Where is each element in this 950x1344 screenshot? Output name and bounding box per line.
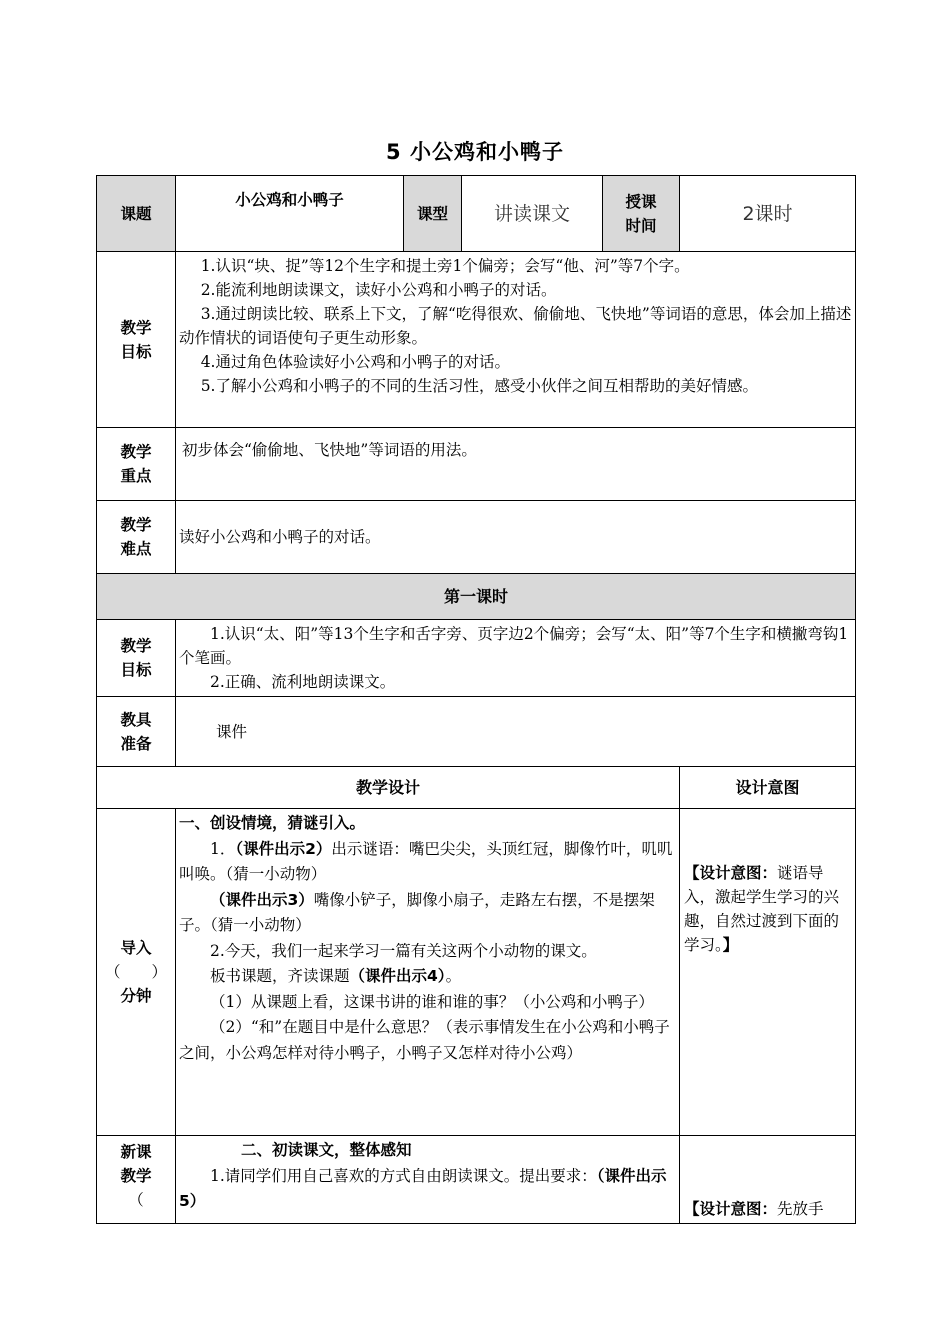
page-title: 5 小公鸡和小鸭子 [386,140,564,164]
newlesson-content [176,1136,680,1224]
key-points-row [97,428,856,501]
objective-3: 3.通过朗读比较、联系上下文，了解“吃得很欢、偷偷地、飞快地”等词语的意思，体会加上描述动作情状的词语使句子更生动形象。 [179,305,852,347]
design-header-row [97,767,856,809]
objectives-label: 教学 目标 [97,252,176,428]
lesson1-title: 第一课时 [97,574,856,620]
intro-label: 导入 （ ） 分钟 [97,809,176,1136]
intent-header: 设计意图 [680,767,856,809]
tools-row [97,697,856,767]
difficulties-row [97,501,856,574]
lesson1-objective-1: 1.认识“太、阳”等13个生字和舌字旁、页字边2个偏旁；会写“太、阳”等7个生字和横撇弯钩1个笔画。 [179,625,849,667]
newlesson-row [97,1136,856,1224]
intro-p6: （2）“和”在题目中是什么意思？（表示事情发生在小公鸡和小鸭子之间，小公鸡怎样对待小鸭子，小鸭子又怎样对待小公鸡） [179,1018,670,1062]
lesson-plan-table [96,175,856,1224]
intro-row [97,809,856,1136]
intro-p1: 1．（课件出示2）出示谜语：嘴巴尖尖，头顶红冠，脚像竹叶，叽叽叫唤。（猜一小动物） [179,839,673,883]
tools-content: 课件 [176,697,856,767]
newlesson-label: 新课 教学 （ [97,1136,176,1224]
time-value: 2课时 [680,176,856,252]
lesson1-objectives-label: 教学 目标 [97,620,176,697]
time-label: 授课 时间 [603,176,680,252]
difficulties-label: 教学 难点 [97,501,176,574]
header-row [97,176,856,252]
objective-1: 1.认识“块、捉”等12个生字和提土旁1个偏旁；会写“他、河”等7个字。 [200,257,690,275]
design-header: 教学设计 [97,767,680,809]
key-points-label: 教学 重点 [97,428,176,501]
intro-p3: 2.今天，我们一起来学习一篇有关这两个小动物的课文。 [210,941,597,960]
objective-5: 5.了解小公鸡和小鸭子的不同的生活习性，感受小伙伴之间互相帮助的美好情感。 [200,377,758,395]
intro-content [176,809,680,1136]
key-points-content: 初步体会“偷偷地、飞快地”等词语的用法。 [176,428,856,501]
type-value: 讲读课文 [462,176,603,252]
intro-p2: （课件出示3）嘴像小铲子，脚像小扇子，走路左右摆，不是摆架子。（猜一小动物） [179,890,655,934]
tools-label: 教具 准备 [97,697,176,767]
objective-2: 2.能流利地朗读课文，读好小公鸡和小鸭子的对话。 [200,281,557,299]
objectives-row [97,252,856,428]
intro-p5: （1）从课题上看，这课书讲的谁和谁的事？（小公鸡和小鸭子） [210,992,654,1011]
lesson1-objectives-row [97,620,856,697]
difficulties-content: 读好小公鸡和小鸭子的对话。 [176,501,856,574]
objective-4: 4.通过角色体验读好小公鸡和小鸭子的对话。 [200,353,510,371]
type-label: 课型 [404,176,462,252]
lesson1-objective-2: 2.正确、流利地朗读课文。 [209,673,396,691]
intro-heading: 一、创设情境，猜谜引入。 [179,814,366,832]
newlesson-intent: 【设计意图：先放手 [680,1136,856,1224]
topic-label: 课题 [97,176,176,252]
intro-intent: 【设计意图：谜语导入，激起学生学习的兴趣，自然过渡到下面的学习。】 [680,809,856,1136]
objectives-content [176,252,856,428]
intro-p4: 板书课题，齐读课题（课件出示4）。 [210,967,462,985]
newlesson-p1: 1.请同学们用自己喜欢的方式自由朗读课文。提出要求：（课件出示5） [179,1166,667,1210]
newlesson-heading: 二、初读课文，整体感知 [241,1141,412,1159]
topic-value: 小公鸡和小鸭子 [176,176,404,252]
lesson1-objectives-content [176,620,856,697]
lesson1-header-row [97,574,856,620]
